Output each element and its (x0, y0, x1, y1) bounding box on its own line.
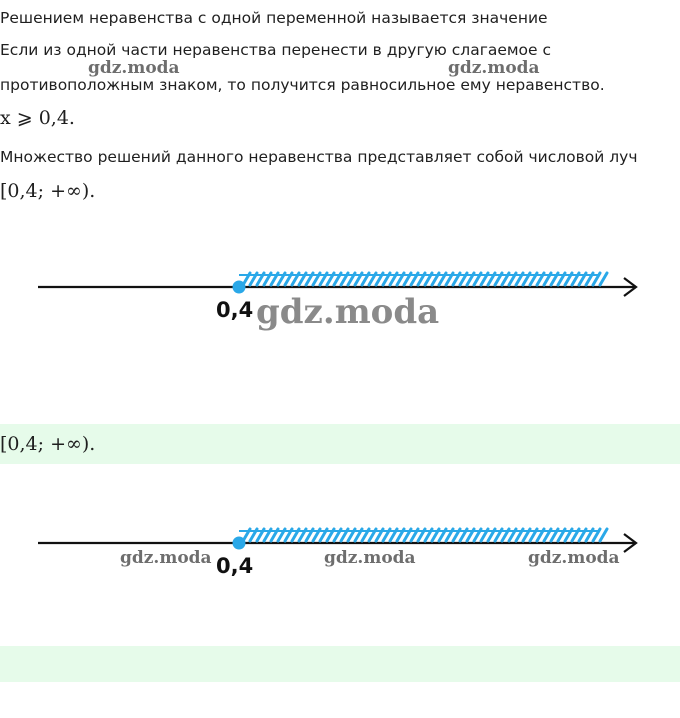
theory-line-2: Если из одной части неравенства перенести в другую слагаемое с (0, 41, 552, 59)
number-line-2 (0, 506, 680, 586)
point-label: 0,4 (216, 298, 254, 322)
watermark-large: gdz.moda (256, 292, 440, 332)
hatch-stroke (600, 273, 607, 285)
theory-line-4: Множество решений данного неравенства представляет собой числовой луч (0, 148, 638, 166)
answer-band (0, 424, 680, 464)
point-label: 0,4 (216, 554, 254, 578)
answer-band-empty (0, 646, 680, 682)
solution-interval: [0,4; +∞). (0, 180, 96, 202)
watermark: gdz.moda (528, 548, 620, 568)
hatch-region (239, 273, 607, 285)
hatch-region (239, 529, 607, 541)
point-marker (233, 281, 246, 294)
hatch-stroke (600, 529, 607, 541)
watermark: gdz.moda (120, 548, 212, 568)
theory-line-3: противоположным знаком, то получится равносильное ему неравенство. (0, 76, 605, 94)
theory-line-1: Решением неравенства с одной переменной называется значение (0, 9, 548, 27)
watermark: gdz.moda (448, 58, 540, 78)
inequality-result: x ⩾ 0,4. (0, 107, 75, 129)
point-marker (233, 537, 246, 550)
watermark: gdz.moda (324, 548, 416, 568)
answer-interval: [0,4; +∞). (0, 433, 96, 455)
watermark: gdz.moda (88, 58, 180, 78)
